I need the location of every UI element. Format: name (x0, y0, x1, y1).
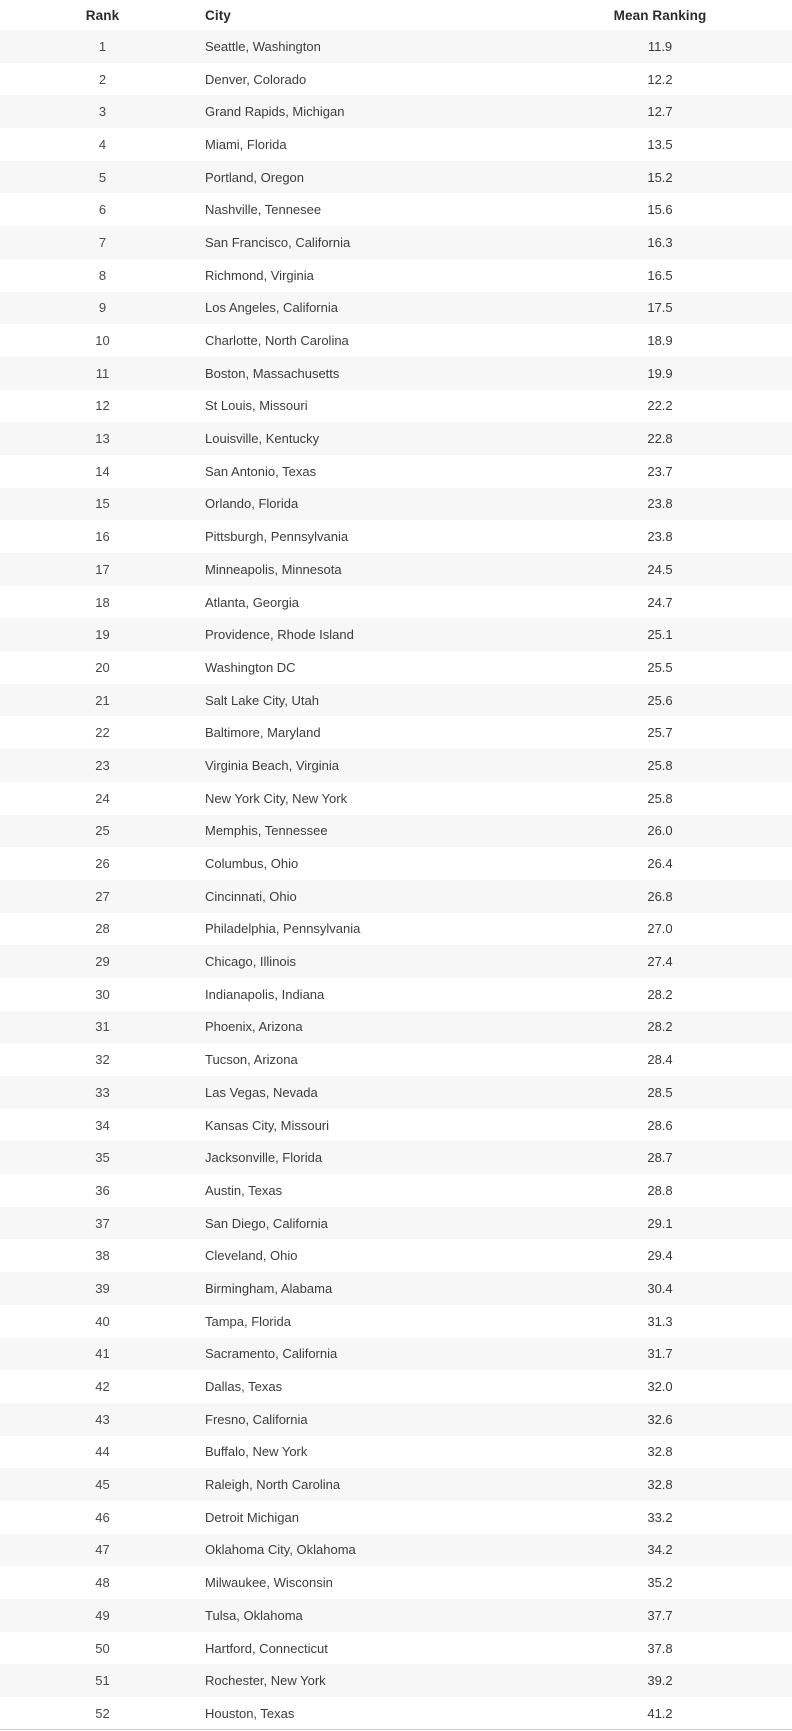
city-cell: Seattle, Washington (205, 38, 321, 54)
table-row (0, 259, 792, 292)
city-cell: Louisville, Kentucky (205, 431, 320, 447)
rank-cell: 22 (95, 725, 110, 741)
table-row (0, 945, 792, 978)
rank-cell: 38 (95, 1248, 110, 1264)
mean-ranking-cell: 25.6 (647, 692, 673, 708)
city-cell: Oklahoma City, Oklahoma (205, 1542, 356, 1558)
rank-cell: 14 (95, 463, 110, 479)
table-row (0, 63, 792, 96)
rank-cell: 8 (98, 267, 107, 283)
mean-ranking-cell: 25.7 (647, 725, 673, 741)
city-cell: Washington DC (205, 659, 296, 675)
mean-ranking-cell: 35.2 (647, 1575, 673, 1591)
table-row (0, 455, 792, 488)
rank-cell: 48 (95, 1575, 110, 1591)
table-row (0, 226, 792, 259)
city-cell: Pittsburgh, Pennsylvania (205, 529, 349, 545)
mean-ranking-cell: 24.5 (647, 561, 673, 577)
rank-cell: 2 (98, 71, 107, 87)
city-cell: Rochester, New York (205, 1673, 326, 1689)
city-cell: Jacksonville, Florida (205, 1150, 323, 1166)
mean-ranking-cell: 12.2 (647, 71, 673, 87)
mean-ranking-cell: 28.2 (647, 1019, 673, 1035)
city-cell: Tulsa, Oklahoma (205, 1607, 303, 1623)
rank-cell: 25 (95, 823, 110, 839)
rank-cell: 41 (95, 1346, 110, 1362)
rank-cell: 23 (95, 757, 110, 773)
mean-ranking-cell: 32.8 (647, 1477, 673, 1493)
mean-ranking-cell: 29.4 (647, 1248, 673, 1264)
rank-cell: 11 (95, 365, 110, 381)
mean-ranking-cell: 28.5 (647, 1084, 673, 1100)
table-row (0, 1468, 792, 1501)
mean-ranking-cell: 25.5 (647, 659, 673, 675)
table-row (0, 1076, 792, 1109)
rank-cell: 3 (98, 104, 107, 120)
rank-cell: 34 (95, 1117, 110, 1133)
city-cell: Minneapolis, Minnesota (205, 561, 342, 577)
rank-cell: 33 (95, 1084, 110, 1100)
mean-ranking-cell: 23.8 (647, 529, 673, 545)
city-cell: New York City, New York (205, 790, 348, 806)
city-cell: Chicago, Illinois (205, 954, 297, 970)
table-row (0, 128, 792, 161)
table-row (0, 847, 792, 880)
table-row (0, 390, 792, 423)
city-cell: San Diego, California (205, 1215, 328, 1231)
mean-ranking-cell: 16.5 (647, 267, 673, 283)
rank-cell: 24 (95, 790, 110, 806)
mean-ranking-cell: 26.8 (647, 888, 673, 904)
mean-ranking-cell: 25.1 (647, 627, 673, 643)
rank-cell: 7 (98, 234, 107, 250)
mean-ranking-cell: 26.4 (647, 856, 673, 872)
city-cell: Hartford, Connecticut (205, 1640, 328, 1656)
table-row (0, 422, 792, 455)
mean-ranking-cell: 13.5 (647, 136, 673, 152)
mean-ranking-cell: 22.8 (647, 431, 673, 447)
rank-cell: 28 (95, 921, 110, 937)
mean-ranking-cell: 34.2 (647, 1542, 673, 1558)
table-row (0, 292, 792, 325)
table-row (0, 1664, 792, 1697)
city-cell: Portland, Oregon (205, 169, 305, 185)
mean-ranking-cell: 41.2 (647, 1705, 673, 1721)
rank-cell: 17 (95, 561, 110, 577)
mean-ranking-cell: 17.5 (647, 300, 673, 316)
table-row (0, 30, 792, 63)
rank-cell: 5 (98, 169, 107, 185)
city-cell: Sacramento, California (205, 1346, 338, 1362)
city-cell: Dallas, Texas (205, 1379, 283, 1395)
table-row (0, 1697, 792, 1730)
rank-cell: 50 (95, 1640, 110, 1656)
rank-cell: 12 (95, 398, 110, 414)
rank-cell: 10 (95, 333, 110, 349)
rank-cell: 30 (95, 986, 110, 1002)
table-row (0, 520, 792, 553)
mean-ranking-cell: 37.7 (647, 1607, 673, 1623)
rank-cell: 42 (95, 1379, 110, 1395)
city-cell: Detroit Michigan (205, 1509, 299, 1525)
rank-cell: 29 (95, 954, 110, 970)
rank-cell: 26 (95, 856, 110, 872)
table-row (0, 684, 792, 717)
column-header-mean-ranking: Mean Ranking (528, 0, 792, 30)
rank-cell: 51 (95, 1673, 110, 1689)
table-row (0, 782, 792, 815)
mean-ranking-cell: 23.8 (647, 496, 673, 512)
mean-ranking-cell: 28.7 (647, 1150, 673, 1166)
city-cell: Las Vegas, Nevada (205, 1084, 318, 1100)
mean-ranking-cell: 27.0 (647, 921, 673, 937)
mean-ranking-cell: 16.3 (647, 234, 673, 250)
table-row (0, 1632, 792, 1665)
city-cell: Atlanta, Georgia (205, 594, 299, 610)
rank-cell: 13 (95, 431, 110, 447)
city-cell: Providence, Rhode Island (205, 627, 354, 643)
mean-ranking-cell: 25.8 (647, 790, 673, 806)
table-row (0, 1011, 792, 1044)
city-cell: Baltimore, Maryland (205, 725, 321, 741)
city-cell: Cincinnati, Ohio (205, 888, 297, 904)
rank-cell: 31 (95, 1019, 110, 1035)
rank-cell: 36 (95, 1182, 110, 1198)
city-cell: San Antonio, Texas (205, 463, 317, 479)
mean-ranking-cell: 30.4 (647, 1280, 673, 1296)
rank-cell: 40 (95, 1313, 110, 1329)
city-cell: San Francisco, California (205, 234, 351, 250)
city-cell: Cleveland, Ohio (205, 1248, 298, 1264)
city-cell: Tampa, Florida (205, 1313, 291, 1329)
mean-ranking-cell: 12.7 (647, 104, 673, 120)
mean-ranking-cell: 32.0 (647, 1379, 673, 1395)
table-row (0, 193, 792, 226)
mean-ranking-cell: 31.3 (647, 1313, 673, 1329)
table-row (0, 1338, 792, 1371)
column-header-city: City (205, 0, 528, 30)
city-cell: Memphis, Tennessee (205, 823, 328, 839)
mean-ranking-cell: 28.6 (647, 1117, 673, 1133)
table-row (0, 880, 792, 913)
table-row (0, 324, 792, 357)
table-row (0, 161, 792, 194)
rank-cell: 35 (95, 1150, 110, 1166)
rank-cell: 4 (98, 136, 107, 152)
mean-ranking-cell: 32.6 (647, 1411, 673, 1427)
city-cell: Denver, Colorado (205, 71, 307, 87)
mean-ranking-cell: 19.9 (647, 365, 673, 381)
rank-cell: 37 (95, 1215, 110, 1231)
table-row (0, 1599, 792, 1632)
city-cell: Houston, Texas (205, 1705, 295, 1721)
mean-ranking-cell: 15.6 (647, 202, 673, 218)
mean-ranking-cell: 37.8 (647, 1640, 673, 1656)
table-row (0, 1174, 792, 1207)
mean-ranking-cell: 11.9 (647, 38, 673, 54)
city-cell: Milwaukee, Wisconsin (205, 1575, 333, 1591)
table-row (0, 586, 792, 619)
city-cell: Birmingham, Alabama (205, 1280, 333, 1296)
city-cell: Boston, Massachusetts (205, 365, 340, 381)
rank-cell: 6 (98, 202, 107, 218)
rank-cell: 20 (95, 659, 110, 675)
mean-ranking-cell: 31.7 (647, 1346, 673, 1362)
city-cell: Kansas City, Missouri (205, 1117, 330, 1133)
city-cell: Columbus, Ohio (205, 856, 299, 872)
table-row (0, 553, 792, 586)
city-cell: Raleigh, North Carolina (205, 1477, 341, 1493)
mean-ranking-cell: 28.2 (647, 986, 673, 1002)
table-row (0, 357, 792, 390)
table-row (0, 95, 792, 128)
table-row (0, 749, 792, 782)
rank-cell: 15 (95, 496, 110, 512)
city-cell: Buffalo, New York (205, 1444, 308, 1460)
mean-ranking-cell: 39.2 (647, 1673, 673, 1689)
city-cell: Phoenix, Arizona (205, 1019, 303, 1035)
city-cell: Richmond, Virginia (205, 267, 314, 283)
city-cell: Charlotte, North Carolina (205, 333, 349, 349)
rank-cell: 47 (95, 1542, 110, 1558)
table-body (0, 30, 792, 1730)
header-row (0, 0, 792, 30)
table-row (0, 1272, 792, 1305)
rank-cell: 18 (95, 594, 110, 610)
mean-ranking-cell: 22.2 (647, 398, 673, 414)
table-row (0, 1305, 792, 1338)
table-row (0, 488, 792, 521)
table-row (0, 815, 792, 848)
rank-cell: 39 (95, 1280, 110, 1296)
mean-ranking-cell: 27.4 (647, 954, 673, 970)
table-row (0, 1109, 792, 1142)
table-row (0, 1207, 792, 1240)
rank-cell: 43 (95, 1411, 110, 1427)
table-row (0, 1501, 792, 1534)
table-row (0, 1043, 792, 1076)
rank-cell: 21 (95, 692, 110, 708)
mean-ranking-cell: 26.0 (647, 823, 673, 839)
mean-ranking-cell: 28.4 (647, 1052, 673, 1068)
rank-cell: 1 (98, 38, 107, 54)
rank-cell: 52 (95, 1705, 110, 1721)
table-row (0, 1403, 792, 1436)
mean-ranking-cell: 23.7 (647, 463, 673, 479)
rank-cell: 19 (95, 627, 110, 643)
rank-cell: 32 (95, 1052, 110, 1068)
city-cell: Miami, Florida (205, 136, 287, 152)
table-row (0, 1566, 792, 1599)
column-header-rank: Rank (0, 0, 205, 30)
city-cell: Indianapolis, Indiana (205, 986, 325, 1002)
table-row (0, 978, 792, 1011)
city-cell: St Louis, Missouri (205, 398, 308, 414)
city-cell: Tucson, Arizona (205, 1052, 298, 1068)
table-row (0, 651, 792, 684)
mean-ranking-cell: 15.2 (647, 169, 673, 185)
mean-ranking-cell: 25.8 (647, 757, 673, 773)
table-row (0, 618, 792, 651)
mean-ranking-cell: 29.1 (647, 1215, 673, 1231)
rank-cell: 49 (95, 1607, 110, 1623)
table-row (0, 1239, 792, 1272)
mean-ranking-cell: 28.8 (647, 1182, 673, 1198)
rank-cell: 45 (95, 1477, 110, 1493)
rank-cell: 9 (98, 300, 107, 316)
table-row (0, 1436, 792, 1469)
table-row (0, 716, 792, 749)
city-cell: Nashville, Tennesee (205, 202, 322, 218)
city-cell: Philadelphia, Pennsylvania (205, 921, 361, 937)
city-cell: Los Angeles, California (205, 300, 338, 316)
table-row (0, 913, 792, 946)
city-cell: Fresno, California (205, 1411, 308, 1427)
mean-ranking-cell: 18.9 (647, 333, 673, 349)
city-cell: Virginia Beach, Virginia (205, 757, 339, 773)
mean-ranking-cell: 24.7 (647, 594, 673, 610)
rank-cell: 44 (95, 1444, 110, 1460)
mean-ranking-cell: 32.8 (647, 1444, 673, 1460)
city-cell: Orlando, Florida (205, 496, 299, 512)
rank-cell: 46 (95, 1509, 110, 1525)
rank-cell: 16 (95, 529, 110, 545)
city-cell: Austin, Texas (205, 1182, 283, 1198)
mean-ranking-cell: 33.2 (647, 1509, 673, 1525)
table-row (0, 1534, 792, 1567)
table-row (0, 1141, 792, 1174)
city-cell: Salt Lake City, Utah (205, 692, 319, 708)
city-cell: Grand Rapids, Michigan (205, 104, 345, 120)
table-row (0, 1370, 792, 1403)
rank-cell: 27 (95, 888, 110, 904)
